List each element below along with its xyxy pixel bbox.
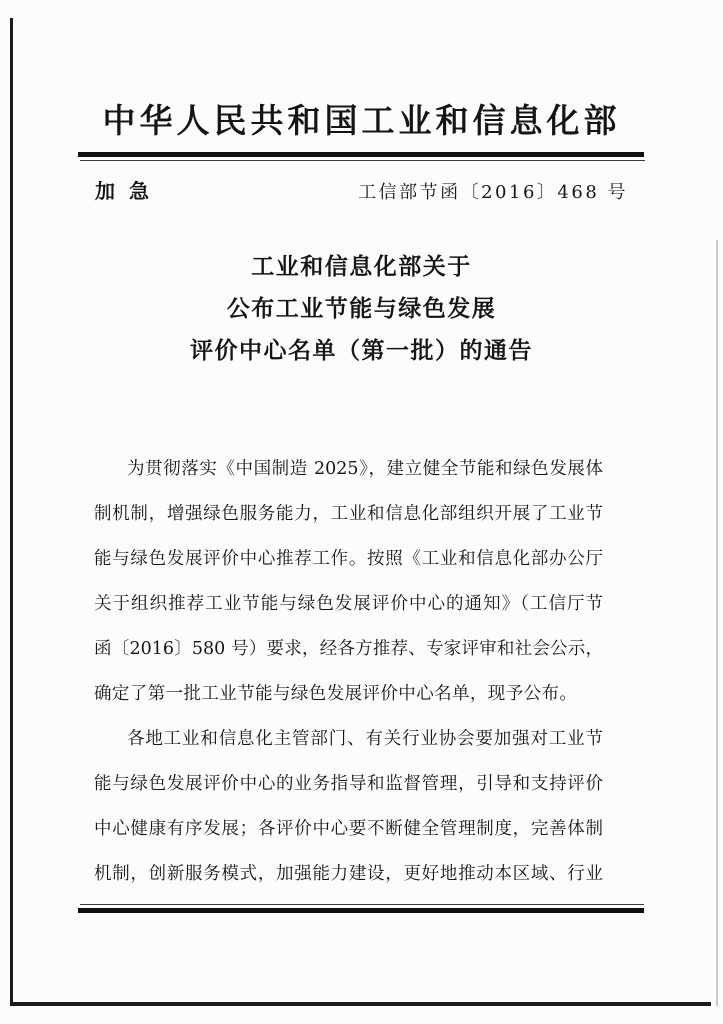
urgency-label: 加急 xyxy=(95,179,163,203)
notice-body xyxy=(94,447,603,897)
scan-edge-bottom xyxy=(10,1002,711,1006)
document-number: 工信部节函〔2016〕468 号 xyxy=(358,182,628,203)
footer-divider-thin xyxy=(80,904,644,905)
body-line: 中心健康有序发展；各评价中心要不断健全管理制度，完善体制 xyxy=(94,819,603,839)
body-line: 各地工业和信息化主管部门、有关行业协会要加强对工业节 xyxy=(127,729,603,749)
body-line: 能与绿色发展评价中心推荐工作。按照《工业和信息化部办公厅 xyxy=(94,549,603,569)
notice-title-line-1: 工业和信息化部关于 xyxy=(251,253,472,280)
body-line: 确定了第一批工业节能与绿色发展评价中心名单，现予公布。 xyxy=(94,684,578,704)
body-line: 函〔2016〕580 号）要求，经各方推荐、专家评审和社会公示， xyxy=(94,639,603,659)
ministry-letterhead: 中华人民共和国工业和信息化部 xyxy=(102,101,621,140)
notice-title-line-3: 评价中心名单（第一批）的通告 xyxy=(190,337,533,364)
letterhead-divider-thin xyxy=(80,160,645,161)
scan-edge-left xyxy=(10,18,13,1006)
body-line: 制机制，增强绿色服务能力，工业和信息化部组织开展了工业节 xyxy=(94,504,603,524)
body-line: 为贯彻落实《中国制造 2025》，建立健全节能和绿色发展体 xyxy=(127,459,603,479)
body-line: 能与绿色发展评价中心的业务指导和监督管理，引导和支持评价 xyxy=(94,774,603,794)
notice-title-line-2: 公布工业节能与绿色发展 xyxy=(226,295,497,322)
footer-divider-thick xyxy=(78,908,644,913)
body-line: 机制，创新服务模式，加强能力建设，更好地推动本区域、行业 xyxy=(94,864,603,884)
letterhead-divider-thick xyxy=(78,152,644,157)
document-meta-row xyxy=(95,175,628,204)
notice-title xyxy=(0,246,723,372)
body-line: 关于组织推荐工业节能与绿色发展评价中心的通知》（工信厅节 xyxy=(94,594,603,614)
